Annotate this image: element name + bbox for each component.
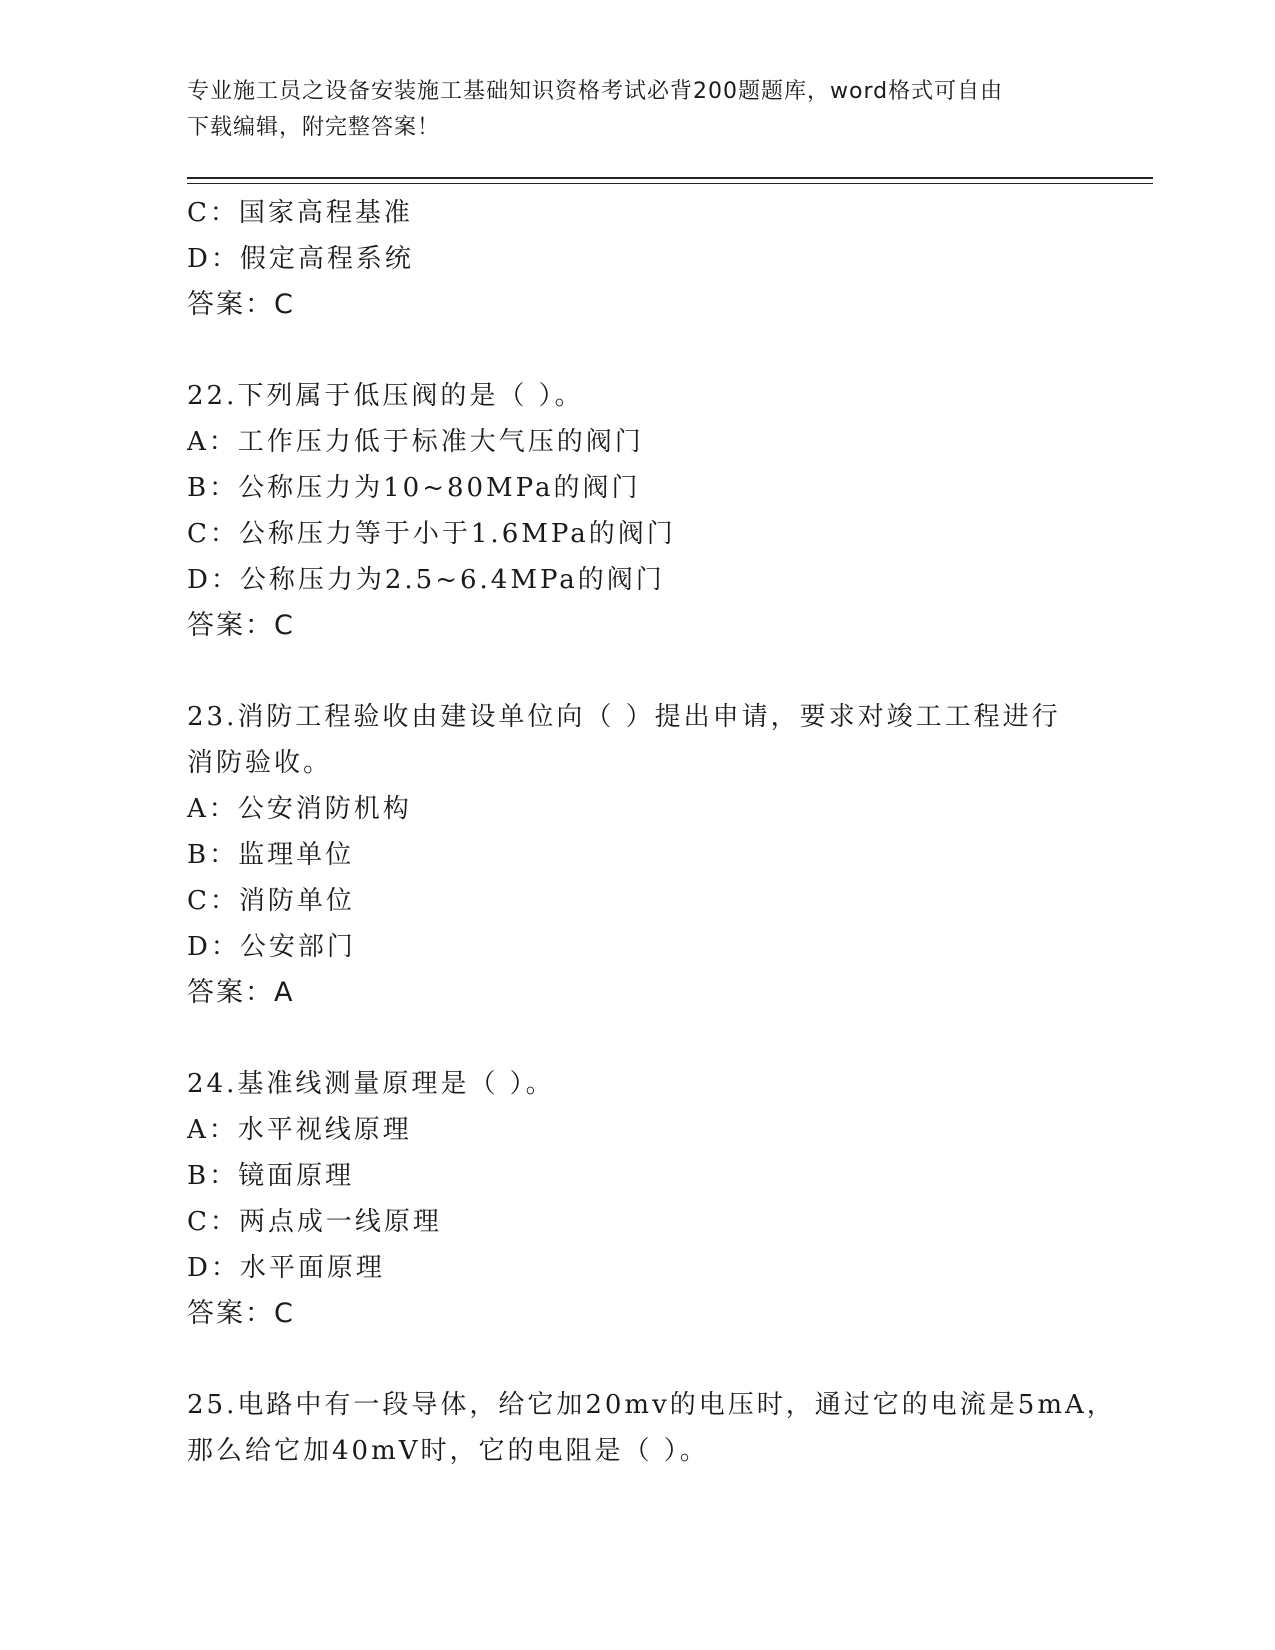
question-stem-continued: 消防验收。	[187, 748, 333, 778]
answer-line: 答案：C	[187, 289, 295, 320]
question-stem: 24.基准线测量原理是（ ）。	[187, 1069, 555, 1099]
document-header	[187, 74, 1067, 146]
option-a: A：水平视线原理	[187, 1115, 412, 1145]
question-stem: 25.电路中有一段导体，给它加20mv的电压时，通过它的电流是5mA，	[187, 1390, 1116, 1420]
question-stem-continued: 那么给它加40mV时，它的电阻是（ ）。	[187, 1436, 709, 1466]
question-24	[187, 1061, 1087, 1337]
header-rule-thin	[187, 183, 1153, 184]
option-c: C：两点成一线原理	[187, 1207, 442, 1237]
question-22	[187, 373, 1087, 649]
option-c: C：国家高程基准	[187, 198, 413, 228]
option-a: A：工作压力低于标准大气压的阀门	[187, 427, 644, 457]
answer-line: 答案：A	[187, 977, 295, 1008]
option-b: B：公称压力为10~80MPa的阀门	[187, 473, 641, 503]
question-25	[187, 1382, 1116, 1474]
option-a: A：公安消防机构	[187, 794, 412, 824]
option-d: D：水平面原理	[187, 1253, 385, 1283]
document-body	[187, 190, 1116, 1519]
header-rule-thick	[187, 177, 1153, 179]
answer-line: 答案：C	[187, 1298, 295, 1329]
option-d: D：假定高程系统	[187, 244, 414, 274]
option-c: C：公称压力等于小于1.6MPa的阀门	[187, 519, 676, 549]
question-21-continuation	[187, 190, 1087, 328]
question-23	[187, 694, 1087, 1016]
header-title-line-1: 专业施工员之设备安装施工基础知识资格考试必背200题题库，word格式可自由	[187, 79, 1004, 104]
question-stem: 23.消防工程验收由建设单位向（ ）提出申请，要求对竣工工程进行	[187, 702, 1061, 732]
option-c: C：消防单位	[187, 886, 355, 916]
option-d: D：公称压力为2.5~6.4MPa的阀门	[187, 565, 665, 595]
header-title-line-2: 下载编辑，附完整答案！	[187, 115, 441, 140]
option-d: D：公安部门	[187, 932, 356, 962]
option-b: B：镜面原理	[187, 1161, 355, 1191]
question-stem: 22.下列属于低压阀的是（ ）。	[187, 381, 584, 411]
answer-line: 答案：C	[187, 610, 295, 641]
option-b: B：监理单位	[187, 840, 355, 870]
